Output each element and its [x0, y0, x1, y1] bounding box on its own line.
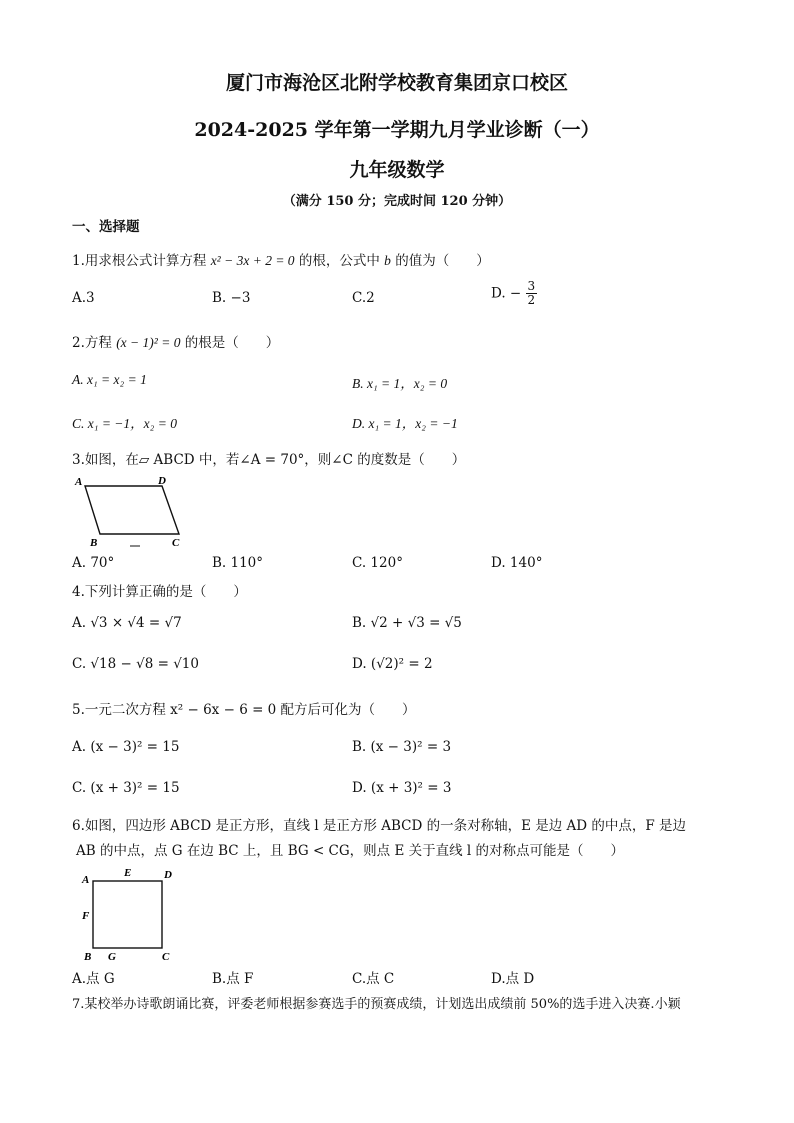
- q3-option-d: D. 140°: [491, 555, 543, 571]
- q1-option-a: A.3: [72, 290, 95, 306]
- q3-option-b: B. 110°: [212, 555, 264, 571]
- question-2: [72, 331, 279, 351]
- label-d: D: [164, 869, 172, 881]
- q1-option-d: [491, 280, 537, 307]
- label-c: C: [162, 951, 170, 963]
- label-c: C: [172, 537, 180, 549]
- q1-d-prefix: D. −: [491, 285, 522, 302]
- question-7: 7.某校举办诗歌朗诵比赛，评委老师根据参赛选手的预赛成绩，计划选出成绩前 50%的选手进入决赛.小颖: [72, 997, 681, 1012]
- label-a: A: [75, 476, 83, 488]
- q4-option-c: C. √18 − √8 = √10: [72, 656, 199, 672]
- q4-option-d: D. (√2)² = 2: [352, 656, 433, 672]
- q2-prefix: 2.方程: [72, 335, 112, 351]
- q1-equation: x² − 3x + 2 = 0: [210, 253, 295, 268]
- q5-option-d: D. (x + 3)² = 3: [352, 780, 452, 796]
- q4-option-b: B. √2 + √3 = √5: [352, 615, 462, 631]
- question-1: [72, 249, 490, 269]
- q6-option-a: A.点 G: [72, 971, 115, 987]
- q4-option-a: A. √3 × √4 = √7: [72, 615, 182, 631]
- square-figure: [72, 864, 192, 964]
- q1-d-numerator: 3: [527, 279, 536, 293]
- q2-tail: 的根是（ ）: [184, 335, 280, 351]
- q2-option-c: C. x₁ = −1，x₂ = 0: [72, 416, 177, 431]
- section-heading: 一、选择题: [72, 219, 140, 235]
- q5-option-b: B. (x − 3)² = 3: [352, 739, 452, 755]
- q2-equation: (x − 1)² = 0: [116, 335, 181, 350]
- term-title: 2024-2025 学年第一学期九月学业诊断（一）: [194, 119, 600, 141]
- q1-suffix: 的根，公式中: [298, 253, 380, 269]
- q2-option-a: A. x₁ = x₂ = 1: [72, 372, 147, 387]
- q1-tail: 的值为（ ）: [395, 253, 490, 269]
- q6-option-d: D.点 D: [491, 971, 535, 987]
- q2-option-b: B. x₁ = 1，x₂ = 0: [352, 376, 448, 391]
- q1-d-fraction: [526, 280, 538, 307]
- exam-note: （满分 150 分；完成时间 120 分钟）: [282, 194, 512, 209]
- square-shape: [93, 881, 162, 948]
- label-b: B: [90, 537, 98, 549]
- q5-option-a: A. (x − 3)² = 15: [72, 739, 180, 755]
- q6-option-b: B.点 F: [212, 971, 254, 987]
- question-6-line-1: 6.如图，四边形 ABCD 是正方形，直线 l 是正方形 ABCD 的一条对称轴，E 是边 AD 的中点，F 是边: [72, 818, 687, 834]
- q5-option-c: C. (x + 3)² = 15: [72, 780, 180, 796]
- question-5: 5.一元二次方程 x² − 6x − 6 = 0 配方后可化为（ ）: [72, 702, 416, 718]
- q1-option-b: B. −3: [212, 290, 251, 306]
- q2-option-d: D. x₁ = 1，x₂ = −1: [352, 416, 458, 431]
- q1-prefix: 1.用求根公式计算方程: [72, 253, 207, 269]
- question-6-line-2: AB 的中点，点 G 在边 BC 上，且 BG < CG，则点 E 关于直线 l 的对称点可能是（ ）: [76, 843, 625, 859]
- label-d: D: [158, 475, 166, 487]
- q1-d-denominator: 2: [527, 293, 536, 308]
- q3-option-c: C. 120°: [352, 555, 403, 571]
- parallelogram-figure: [72, 472, 192, 552]
- q1-option-c: C.2: [352, 290, 375, 306]
- label-a: A: [82, 874, 90, 886]
- q6-option-c: C.点 C: [352, 971, 395, 987]
- question-4: 4.下列计算正确的是（ ）: [72, 584, 247, 600]
- label-b: B: [84, 951, 92, 963]
- label-g: G: [108, 951, 116, 963]
- q1-var: b: [384, 253, 391, 268]
- label-f: F: [82, 910, 90, 922]
- label-e: E: [124, 867, 132, 879]
- subject-title: 九年级数学: [349, 159, 445, 181]
- q3-option-a: A. 70°: [72, 555, 115, 571]
- parallelogram-shape: [85, 486, 179, 534]
- question-3: 3.如图，在▱ ABCD 中，若∠A = 70°，则∠C 的度数是（ ）: [72, 452, 466, 468]
- school-title: 厦门市海沧区北附学校教育集团京口校区: [225, 72, 568, 94]
